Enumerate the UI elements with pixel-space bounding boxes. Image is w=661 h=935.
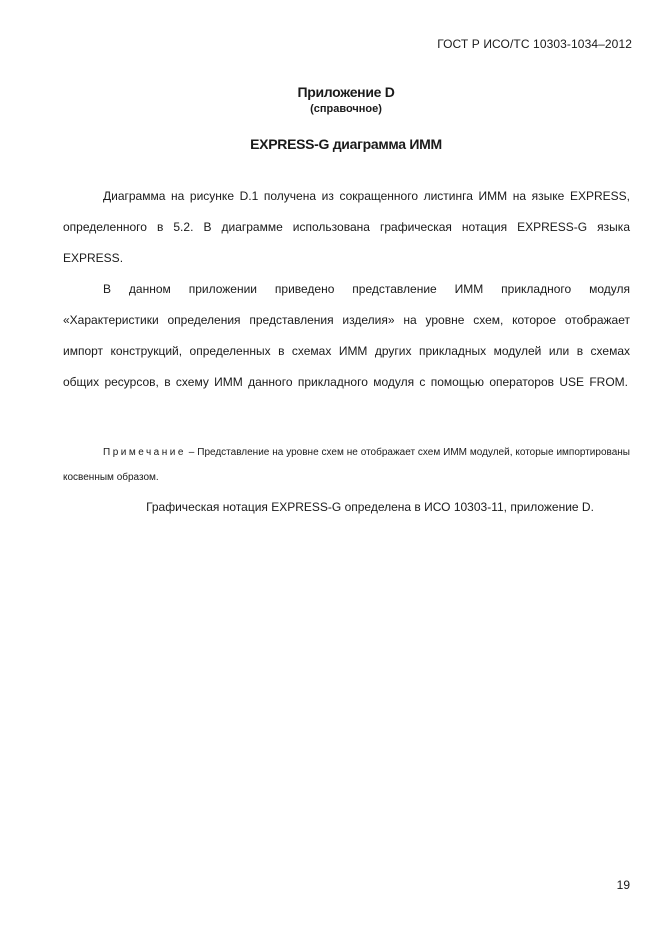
paragraph-diagram-source: Диаграмма на рисунке D.1 получена из сокращенного листинга ИММ на языке EXPRESS, определенного в 5.2. В диаграмме использована графическая нотация EXPRESS-G языка EXPRESS. (63, 189, 630, 265)
note-dash: – (185, 447, 198, 458)
section-title: EXPRESS-G диаграмма ИММ (250, 136, 442, 152)
note-text: Представление на уровне схем не отображает схем ИММ модулей, которые импортированы косвенным образом. (63, 447, 630, 483)
note (63, 440, 630, 490)
paragraph-schema-representation: В данном приложении приведено представление ИММ прикладного модуля «Характеристики определения представления изделия» на уровне схем, которое отображает импорт конструкций, определенных в схемах ИММ других прикладных модулей или в схемах общих ресурсов, в схему ИММ данного прикладного модуля с помощью операторов USE FROM. (63, 282, 630, 389)
standard-code-header: ГОСТ Р ИСО/ТС 10303-1034–2012 (437, 37, 632, 51)
appendix-title: Приложение D (297, 84, 395, 100)
appendix-subtitle: (справочное) (310, 103, 382, 115)
note-label: Примечание (103, 447, 186, 458)
paragraph-notation-reference: Графическая нотация EXPRESS-G определена в ИСО 10303-11, приложение D. (146, 500, 594, 514)
page-number: 19 (616, 878, 630, 892)
